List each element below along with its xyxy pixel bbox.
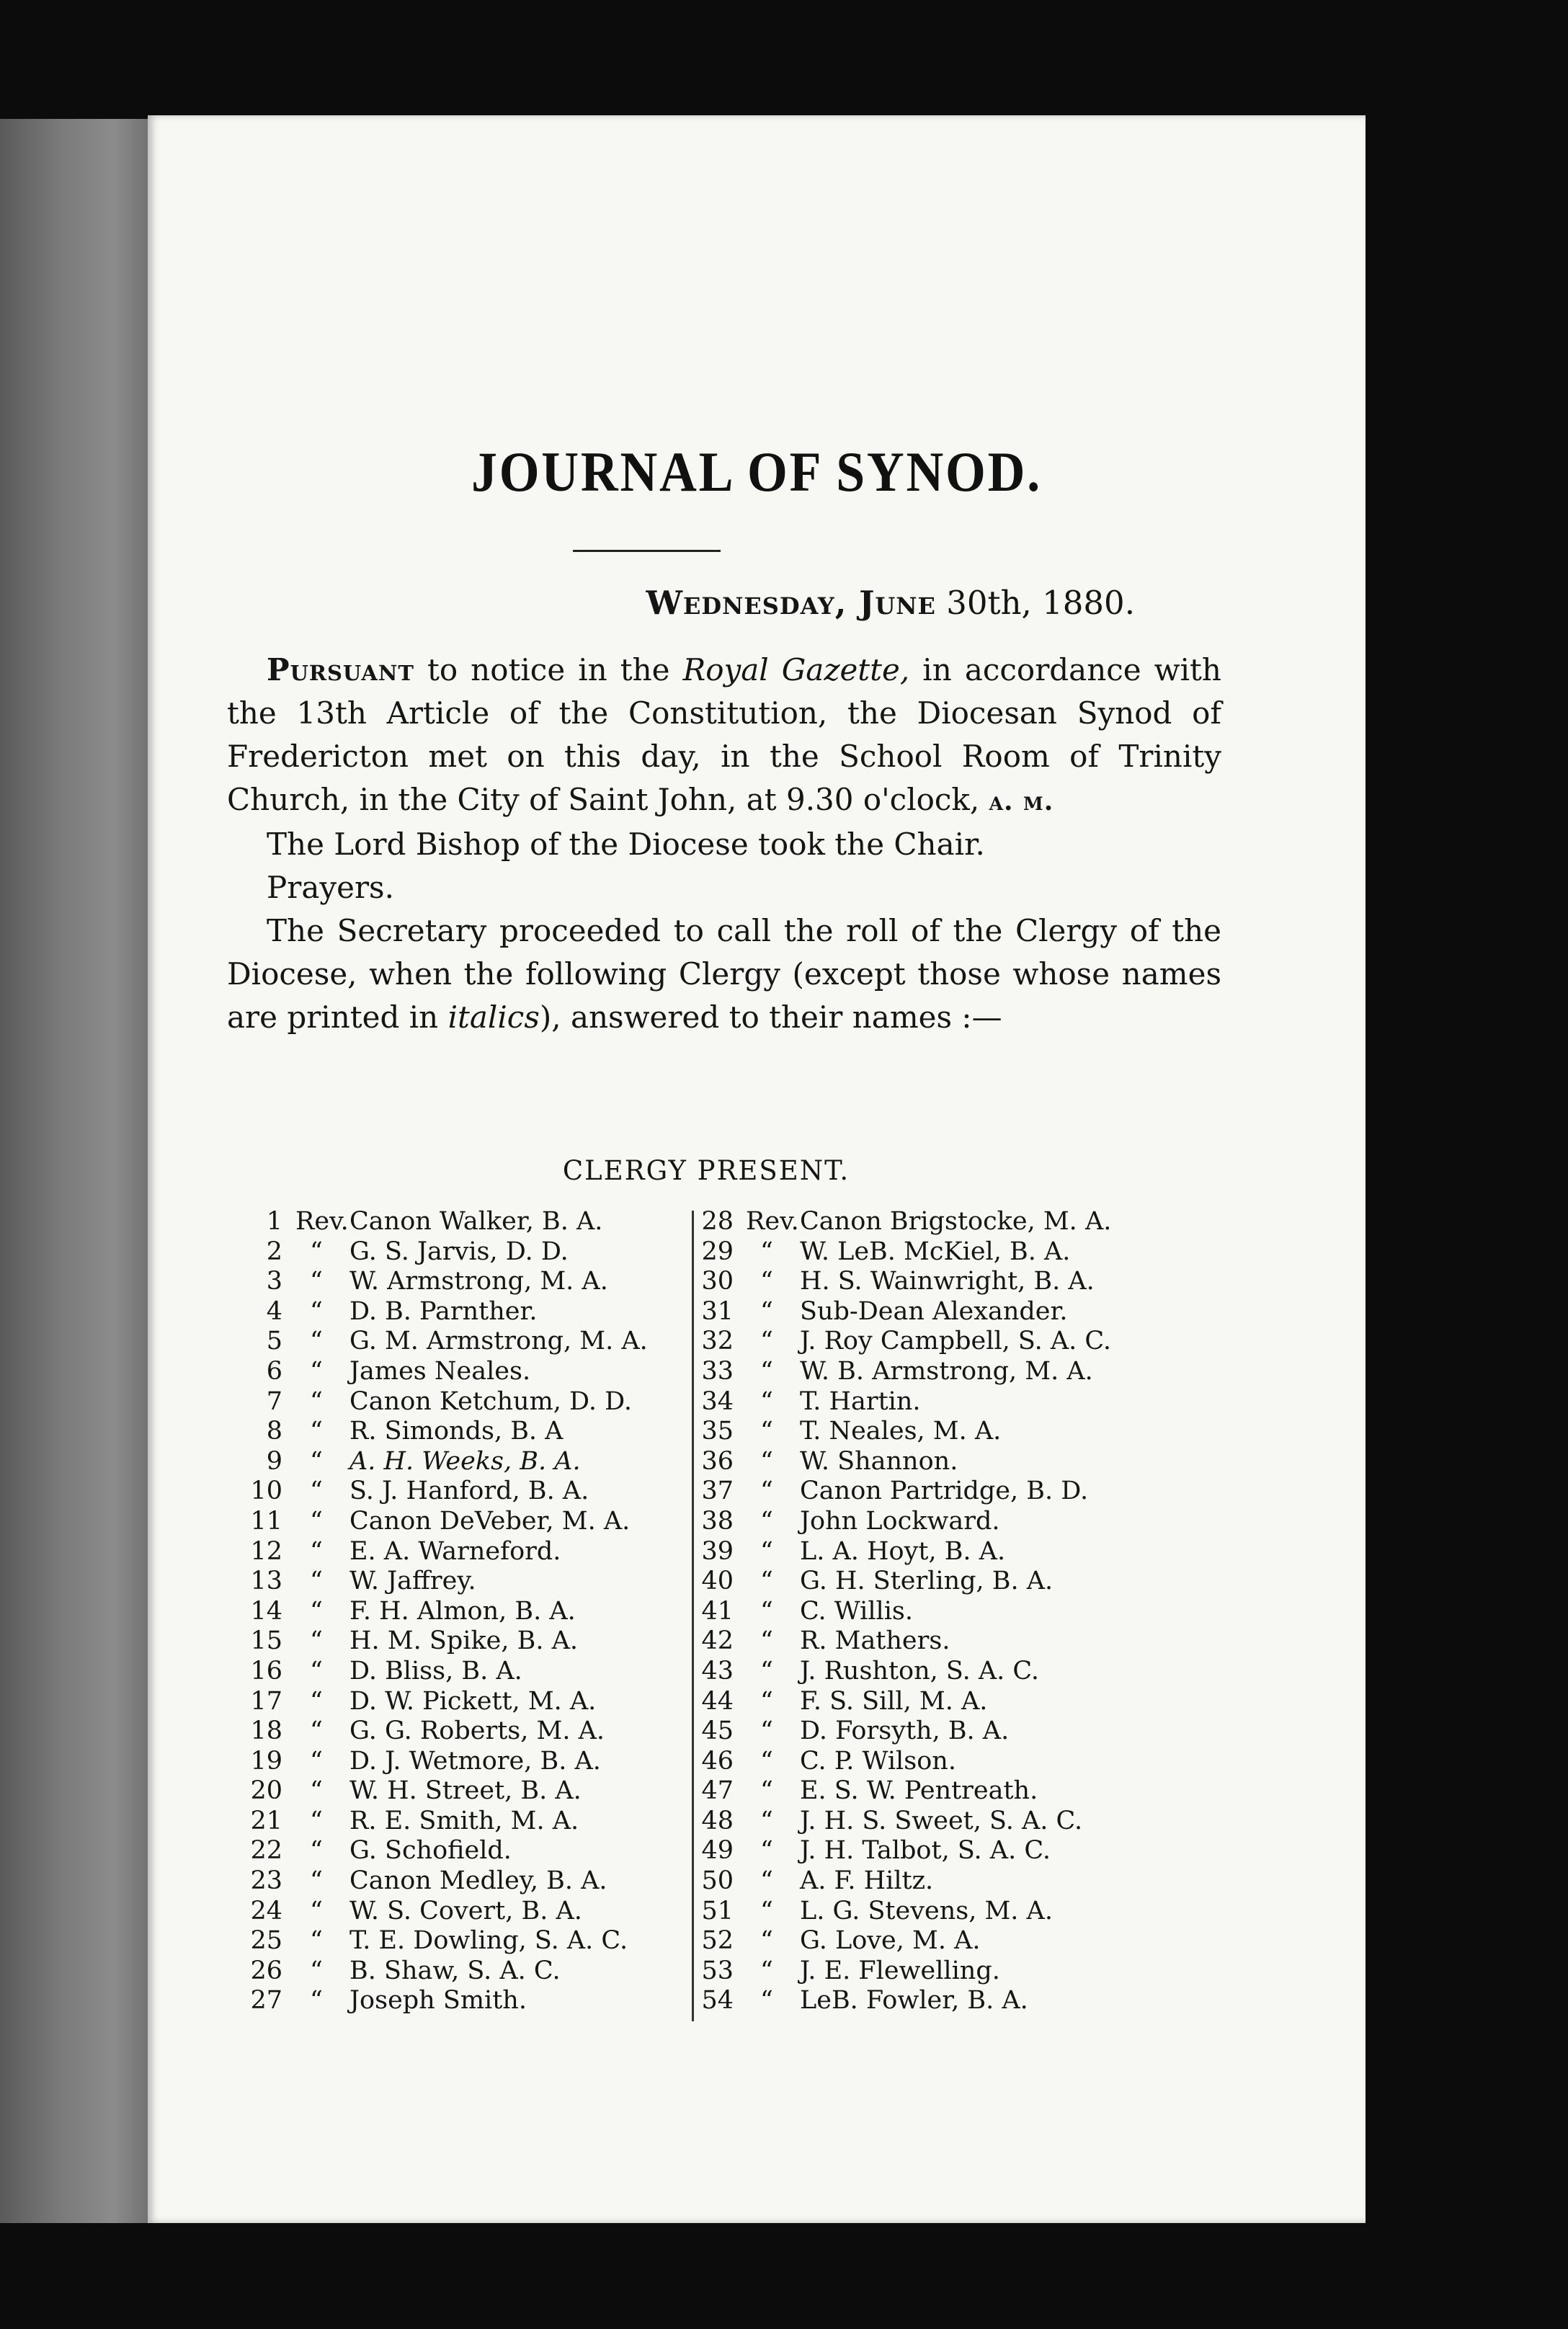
- clergy-number: 44: [701, 1686, 734, 1716]
- clergy-number: 2: [266, 1237, 282, 1266]
- clergy-row: [699, 1626, 1333, 1657]
- ditto-mark: “: [760, 1267, 773, 1296]
- clergy-number: 13: [250, 1567, 282, 1596]
- clergy-row: [699, 1716, 1333, 1747]
- gazette-title: Royal Gazette,: [682, 652, 910, 687]
- clergy-name: W. S. Covert, B. A.: [349, 1896, 582, 1925]
- ditto-mark: “: [310, 1926, 323, 1956]
- clergy-row: [699, 1747, 1333, 1777]
- clergy-name: H. M. Spike, B. A.: [349, 1626, 578, 1656]
- clergy-number: 21: [250, 1806, 282, 1835]
- clergy-name: Canon Ketchum, D. D.: [349, 1386, 633, 1416]
- ditto-mark: “: [760, 1776, 773, 1806]
- ditto-mark: “: [760, 1417, 773, 1446]
- clergy-name: Canon Walker, B. A.: [349, 1207, 603, 1236]
- clergy-number: 20: [250, 1776, 282, 1806]
- clergy-number: 7: [266, 1386, 282, 1416]
- lead-word: Pursuant: [267, 652, 414, 687]
- clergy-number: 29: [701, 1237, 734, 1266]
- clergy-name: D. Forsyth, B. A.: [800, 1716, 1010, 1746]
- clergy-row: [699, 1447, 1333, 1477]
- clergy-row: [699, 1537, 1333, 1567]
- ditto-mark: “: [310, 1626, 323, 1656]
- clergy-number: 4: [266, 1296, 282, 1326]
- clergy-number: 42: [701, 1626, 734, 1656]
- ditto-mark: “: [310, 1477, 323, 1506]
- clergy-number: 48: [701, 1806, 734, 1835]
- ditto-mark: “: [310, 1296, 323, 1326]
- clergy-name: A. F. Hiltz.: [800, 1866, 934, 1896]
- clergy-number: 23: [250, 1866, 282, 1896]
- clergy-name: J. Roy Campbell, S. A. C.: [800, 1327, 1112, 1356]
- clergy-name: R. E. Smith, M. A.: [349, 1806, 579, 1835]
- clergy-name: G. S. Jarvis, D. D.: [349, 1237, 569, 1266]
- clergy-name: E. S. W. Pentreath.: [800, 1776, 1038, 1806]
- journal-body: [227, 649, 1221, 1039]
- ditto-mark: “: [760, 1866, 773, 1896]
- ditto-mark: “: [310, 1327, 323, 1356]
- clergy-name: H. S. Wainwright, B. A.: [800, 1267, 1095, 1296]
- ditto-mark: “: [760, 1836, 773, 1866]
- ditto-mark: “: [760, 1327, 773, 1356]
- clergy-row: [699, 1926, 1333, 1956]
- ditto-mark: “: [310, 1896, 323, 1925]
- clergy-number: 35: [701, 1417, 734, 1446]
- ditto-mark: “: [310, 1596, 323, 1626]
- clergy-row: [699, 1207, 1333, 1237]
- clergy-number: 14: [250, 1596, 282, 1626]
- clergy-name: W. H. Street, B. A.: [349, 1776, 582, 1806]
- clergy-name: W. B. Armstrong, M. A.: [800, 1356, 1093, 1386]
- clergy-number: 43: [701, 1656, 734, 1685]
- clergy-number: 54: [701, 1986, 734, 2016]
- ditto-mark: “: [760, 1806, 773, 1835]
- clergy-number: 11: [250, 1506, 282, 1536]
- clergy-number: 50: [701, 1866, 734, 1896]
- clergy-number: 16: [250, 1656, 282, 1685]
- clergy-row: [699, 1477, 1333, 1507]
- clergy-row: [699, 1417, 1333, 1447]
- date-day-year: 30th, 1880.: [946, 584, 1135, 622]
- clergy-number: 53: [701, 1956, 734, 1985]
- paragraph-text: in accordance with the 13th Article of the Constitution, the Diocesan Synod of Fredericton met on this day, in the School Room of Trinity Church, in the City of Saint John, at 9.30 o'clock,: [227, 652, 1221, 817]
- ditto-mark: “: [310, 1446, 323, 1476]
- clergy-name: W. Armstrong, M. A.: [349, 1267, 608, 1296]
- clergy-row: [699, 1267, 1333, 1297]
- clergy-row: [699, 1807, 1333, 1837]
- clergy-row: [699, 1297, 1333, 1327]
- clergy-name: F. S. Sill, M. A.: [800, 1686, 988, 1716]
- clergy-number: 12: [250, 1536, 282, 1566]
- clergy-number: 47: [701, 1776, 734, 1806]
- clergy-name: L. G. Stevens, M. A.: [800, 1896, 1053, 1925]
- clergy-name: Canon Medley, B. A.: [349, 1866, 607, 1896]
- ditto-mark: “: [760, 1746, 773, 1776]
- clergy-number: 26: [250, 1956, 282, 1985]
- clergy-name: B. Shaw, S. A. C.: [349, 1956, 561, 1985]
- clergy-heading: CLERGY PRESENT.: [562, 1155, 850, 1186]
- clergy-row: [699, 1836, 1333, 1866]
- clergy-name: D. W. Pickett, M. A.: [349, 1686, 597, 1716]
- clergy-number: 49: [701, 1836, 734, 1866]
- ditto-mark: “: [760, 1896, 773, 1925]
- ditto-mark: “: [310, 1567, 323, 1596]
- clergy-number: 51: [701, 1896, 734, 1925]
- clergy-number: 52: [701, 1926, 734, 1956]
- clergy-name: D. J. Wetmore, B. A.: [349, 1746, 601, 1776]
- ditto-mark: “: [760, 1296, 773, 1326]
- title-rule: [573, 550, 721, 552]
- ditto-mark: “: [760, 1477, 773, 1506]
- time-suffix: a. m.: [989, 786, 1054, 816]
- clergy-name: Canon Brigstocke, M. A.: [800, 1207, 1112, 1236]
- clergy-name: G. Love, M. A.: [800, 1926, 981, 1956]
- clergy-number: 45: [701, 1716, 734, 1746]
- clergy-row: [699, 1687, 1333, 1717]
- ditto-mark: “: [310, 1417, 323, 1446]
- clergy-name: J. Rushton, S. A. C.: [800, 1656, 1040, 1685]
- clergy-name: S. J. Hanford, B. A.: [349, 1477, 589, 1506]
- ditto-mark: “: [310, 1386, 323, 1416]
- ditto-mark: “: [310, 1506, 323, 1536]
- paragraph-text: The Secretary proceeded to call the roll of the Clergy of the Diocese, when the following Clergy (except those whose names are printed in: [227, 913, 1221, 1035]
- ditto-mark: “: [760, 1716, 773, 1746]
- clergy-list-right: [699, 1207, 1333, 2016]
- clergy-name: W. Jaffrey.: [349, 1567, 476, 1596]
- ditto-mark: “: [310, 1956, 323, 1985]
- clergy-number: 10: [250, 1477, 282, 1506]
- ditto-mark: “: [760, 1656, 773, 1685]
- clergy-name: Canon DeVeber, M. A.: [349, 1506, 631, 1536]
- ditto-mark: “: [310, 1716, 323, 1746]
- ditto-mark: “: [310, 1746, 323, 1776]
- clergy-row: [699, 1986, 1333, 2016]
- clergy-name: J. H. S. Sweet, S. A. C.: [800, 1806, 1083, 1835]
- ditto-mark: “: [760, 1567, 773, 1596]
- clergy-name: E. A. Warneford.: [349, 1536, 561, 1566]
- clergy-name: C. P. Wilson.: [800, 1746, 956, 1776]
- ditto-mark: “: [760, 1596, 773, 1626]
- ditto-mark: “: [310, 1237, 323, 1266]
- ditto-mark: “: [310, 1836, 323, 1866]
- ditto-mark: “: [760, 1686, 773, 1716]
- clergy-name: R. Simonds, B. A: [349, 1417, 564, 1446]
- ditto-mark: “: [310, 1806, 323, 1835]
- ditto-mark: “: [310, 1686, 323, 1716]
- clergy-row: [699, 1237, 1333, 1268]
- clergy-number: 32: [701, 1327, 734, 1356]
- clergy-name: T. Neales, M. A.: [800, 1417, 1002, 1446]
- clergy-row: [699, 1387, 1333, 1417]
- clergy-name: D. B. Parnther.: [349, 1296, 538, 1326]
- clergy-name: LeB. Fowler, B. A.: [800, 1986, 1028, 2016]
- clergy-number: 40: [701, 1567, 734, 1596]
- clergy-number: 30: [701, 1267, 734, 1296]
- clergy-name: D. Bliss, B. A.: [349, 1656, 522, 1685]
- clergy-name: T. E. Dowling, S. A. C.: [349, 1926, 628, 1956]
- clergy-number: 38: [701, 1506, 734, 1536]
- clergy-number: 33: [701, 1356, 734, 1386]
- clergy-number: 37: [701, 1477, 734, 1506]
- ditto-mark: “: [760, 1626, 773, 1656]
- paragraph-prayers: Prayers.: [267, 870, 394, 905]
- ditto-mark: “: [760, 1446, 773, 1476]
- clergy-number: 5: [266, 1327, 282, 1356]
- clergy-name: G. M. Armstrong, M. A.: [349, 1327, 648, 1356]
- clergy-name: C. Willis.: [800, 1596, 914, 1626]
- clergy-number: 36: [701, 1446, 734, 1476]
- clergy-number: 3: [266, 1267, 282, 1296]
- ditto-mark: “: [310, 1776, 323, 1806]
- clergy-number: 34: [701, 1386, 734, 1416]
- page-title: JOURNAL OF SYNOD.: [471, 440, 1042, 503]
- ditto-mark: “: [310, 1866, 323, 1896]
- clergy-title: Rev.: [295, 1207, 349, 1236]
- clergy-number: 15: [250, 1626, 282, 1656]
- paragraph-text: ), answered to their names :—: [539, 999, 1002, 1035]
- clergy-name: Sub-Dean Alexander.: [800, 1296, 1068, 1326]
- clergy-row: [699, 1357, 1333, 1387]
- ditto-mark: “: [760, 1237, 773, 1266]
- ditto-mark: “: [310, 1356, 323, 1386]
- clergy-name: G. Schofield.: [349, 1836, 512, 1866]
- clergy-name: J. H. Talbot, S. A. C.: [800, 1836, 1051, 1866]
- clergy-row: [699, 1897, 1333, 1927]
- ditto-mark: “: [310, 1267, 323, 1296]
- italics-word: italics: [447, 999, 540, 1035]
- clergy-name: W. Shannon.: [800, 1446, 958, 1476]
- clergy-number: 9: [266, 1446, 282, 1476]
- clergy-name: Joseph Smith.: [349, 1986, 527, 2016]
- clergy-number: 8: [266, 1417, 282, 1446]
- clergy-number: 41: [701, 1596, 734, 1626]
- clergy-name: T. Hartin.: [800, 1386, 921, 1416]
- clergy-number: 27: [250, 1986, 282, 2016]
- date-weekday-month: Wednesday, June: [646, 584, 936, 622]
- clergy-name: John Lockward.: [800, 1506, 1000, 1536]
- clergy-name: W. LeB. McKiel, B. A.: [800, 1237, 1071, 1266]
- clergy-number: 25: [250, 1926, 282, 1956]
- clergy-row: [699, 1507, 1333, 1537]
- clergy-number: 24: [250, 1896, 282, 1925]
- clergy-number: 46: [701, 1746, 734, 1776]
- clergy-number: 28: [701, 1207, 734, 1236]
- clergy-number: 6: [266, 1356, 282, 1386]
- clergy-number: 22: [250, 1836, 282, 1866]
- clergy-name: James Neales.: [349, 1356, 531, 1386]
- paragraph-text: to notice in the: [414, 652, 683, 687]
- clergy-row: [699, 1597, 1333, 1627]
- ditto-mark: “: [310, 1656, 323, 1685]
- clergy-number: 17: [250, 1686, 282, 1716]
- clergy-name: Canon Partridge, B. D.: [800, 1477, 1089, 1506]
- clergy-number: 39: [701, 1536, 734, 1566]
- meeting-date: [646, 584, 1135, 622]
- clergy-name: G. H. Sterling, B. A.: [800, 1567, 1054, 1596]
- document-page: [148, 115, 1366, 2223]
- ditto-mark: “: [760, 1956, 773, 1985]
- ditto-mark: “: [760, 1986, 773, 2016]
- ditto-mark: “: [760, 1506, 773, 1536]
- ditto-mark: “: [760, 1356, 773, 1386]
- clergy-row: [699, 1956, 1333, 1987]
- clergy-name: L. A. Hoyt, B. A.: [800, 1536, 1006, 1566]
- clergy-name: F. H. Almon, B. A.: [349, 1596, 576, 1626]
- paragraph-pursuant: [227, 649, 1221, 823]
- paragraph-roll-call: [227, 909, 1221, 1039]
- clergy-name: G. G. Roberts, M. A.: [349, 1716, 605, 1746]
- ditto-mark: “: [760, 1926, 773, 1956]
- ditto-mark: “: [310, 1536, 323, 1566]
- ditto-mark: “: [760, 1536, 773, 1566]
- clergy-number: 31: [701, 1296, 734, 1326]
- clergy-row: [699, 1327, 1333, 1357]
- clergy-row: [699, 1567, 1333, 1597]
- ditto-mark: “: [760, 1386, 773, 1416]
- clergy-name: J. E. Flewelling.: [800, 1956, 1000, 1985]
- clergy-row: [699, 1657, 1333, 1687]
- clergy-number: 19: [250, 1746, 282, 1776]
- clergy-title: Rev.: [746, 1207, 799, 1236]
- clergy-row: [699, 1776, 1333, 1807]
- clergy-number: 1: [266, 1207, 282, 1236]
- clergy-number: 18: [250, 1716, 282, 1746]
- paragraph-chair: The Lord Bishop of the Diocese took the Chair.: [267, 827, 985, 862]
- ditto-mark: “: [310, 1986, 323, 2016]
- clergy-name: A. H. Weeks, B. A.: [349, 1446, 581, 1476]
- clergy-name: R. Mathers.: [800, 1626, 950, 1656]
- clergy-row: [699, 1866, 1333, 1897]
